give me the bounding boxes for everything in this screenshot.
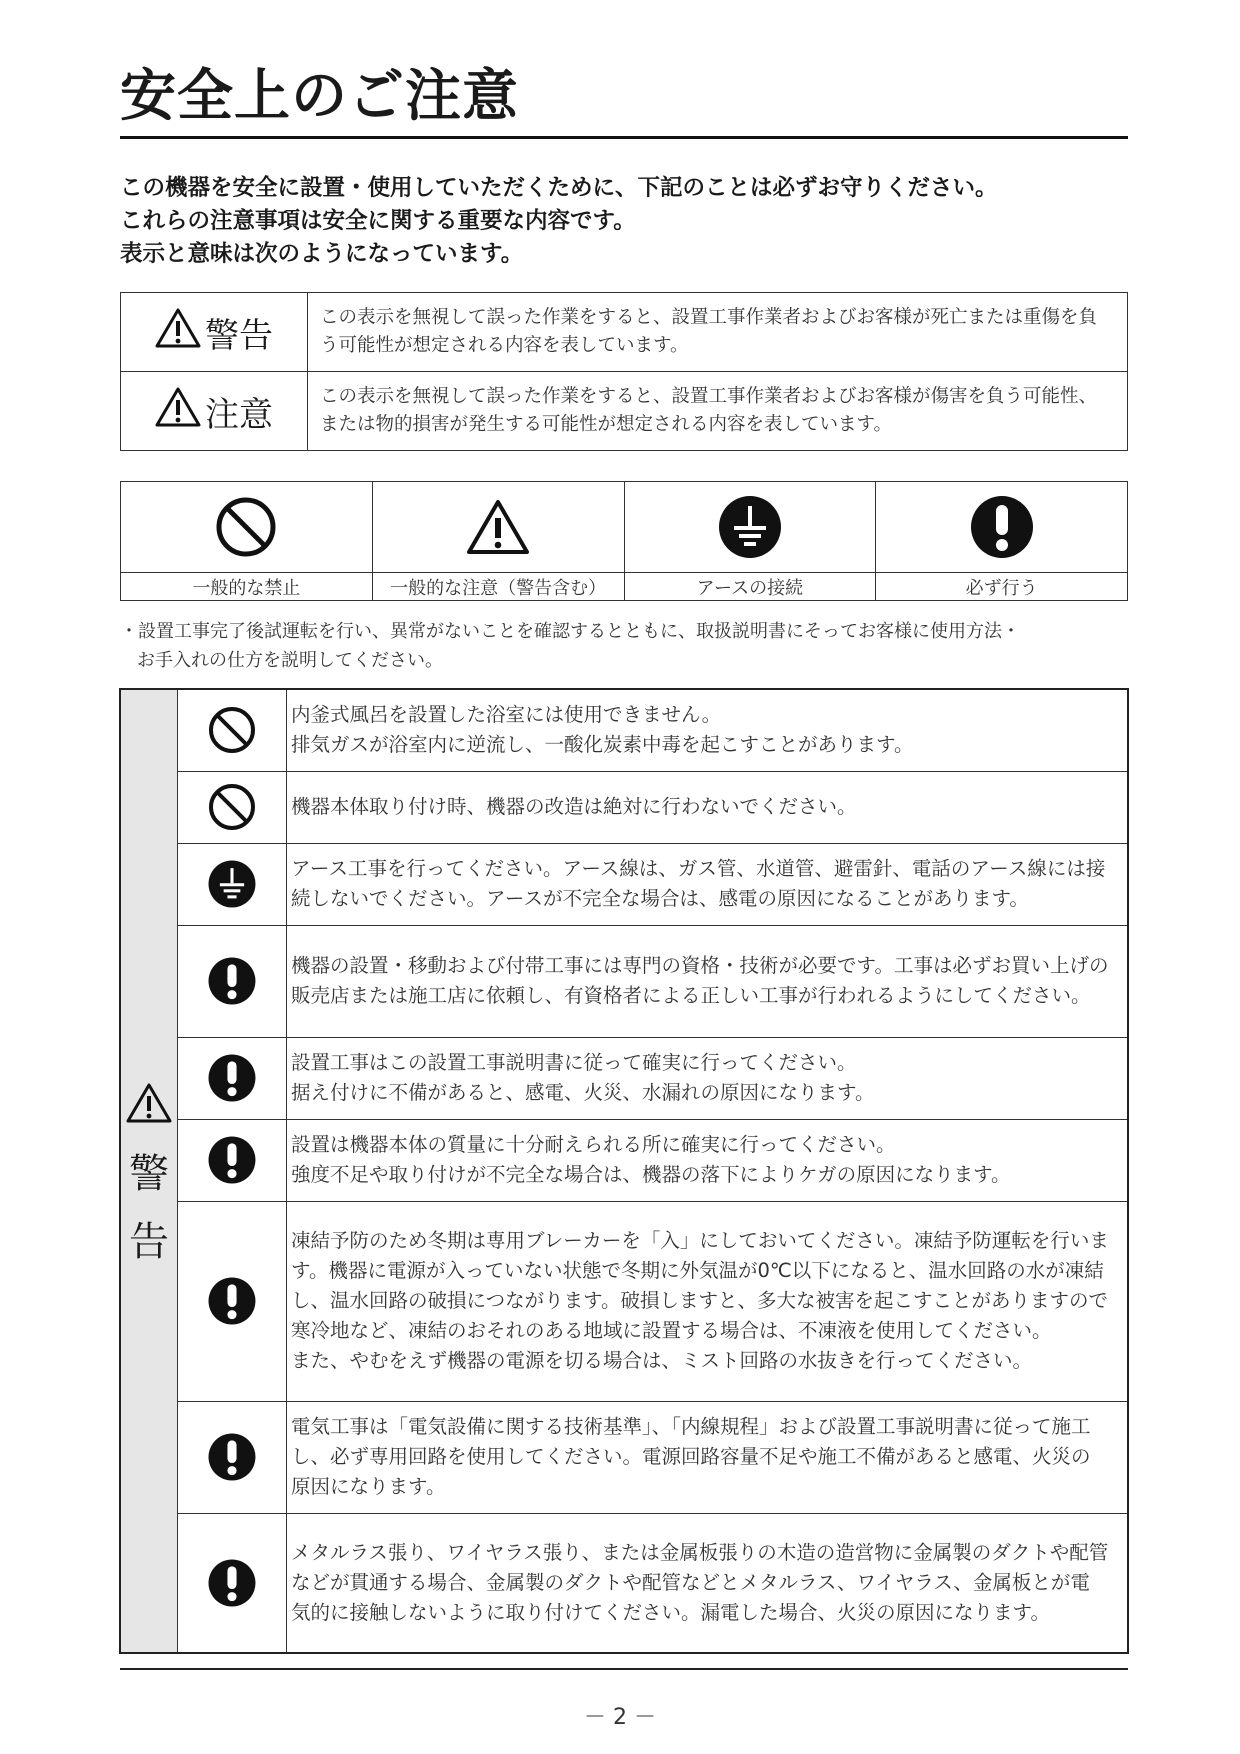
prohibition-icon — [178, 782, 286, 832]
exclamation-icon — [178, 1053, 286, 1103]
warning-item — [120, 843, 1128, 925]
caution-triangle-icon — [155, 386, 201, 437]
warning-item-text — [287, 1513, 1129, 1653]
page-title: 安全上のご注意 — [120, 64, 519, 129]
warning-line: アース工事を行ってください。アース線は、ガス管、水道管、避雷針、電話のアース線には接続しないでください。アースが不完全な場合は、感電の原因になることがあります。 — [291, 857, 1106, 910]
footer-rule — [120, 1668, 1128, 1670]
signal-word-description: この表示を無視して誤った作業をすると、設置工事作業者およびお客様が傷害を負う可能性、または物的損害が発生する可能性が想定される内容を表しています。 — [308, 372, 1128, 451]
warning-items-table — [119, 688, 1129, 1654]
symbol-label: アースの接続 — [624, 573, 876, 601]
warning-item-icon-cell — [178, 925, 287, 1037]
warning-item-icon-cell — [178, 1037, 287, 1119]
exclamation-icon — [876, 494, 1127, 560]
warning-line: また、やむをえず機器の電源を切る場合は、ミスト回路の水抜きを行ってください。 — [291, 1349, 1033, 1372]
warning-item-icon-cell — [178, 1119, 287, 1201]
symbol-cell — [624, 482, 876, 573]
title-rule — [120, 136, 1128, 139]
warning-item — [120, 1037, 1128, 1119]
warning-line: 凍結予防のため冬期は専用ブレーカーを「入」にしておいてください。凍結予防運転を行います。機器に電源が入っていない状態で冬期に外気温が0℃以下になると、温水回路の水が凍結し、温水回路の破損につながります。破損しますと、多大な被害を起こすことがありますので寒冷地など、凍結のおそれのある地域に設置する場合は、不凍液を使用してください。 — [291, 1229, 1109, 1342]
warning-line: 電気工事は「電気設備に関する技術基準」、「内線規程」および設置工事説明書に従って施工し、必ず専用回路を使用してください。電源回路容量不足や施工不備があると感電、火災の原因になります。 — [291, 1415, 1091, 1498]
warning-line: 設置は機器本体の質量に十分耐えられる所に確実に行ってください。 — [291, 1133, 896, 1156]
intro-line: これらの注意事項は安全に関する重要な内容です。 — [120, 208, 636, 234]
warning-item — [120, 1201, 1128, 1401]
warning-line: 据え付けに不備があると、感電、火災、水漏れの原因になります。 — [291, 1081, 875, 1104]
ground-icon — [178, 859, 286, 909]
symbol-label: 一般的な禁止 — [121, 573, 373, 601]
warning-item — [120, 1401, 1128, 1513]
warning-item — [120, 925, 1128, 1037]
warning-line: 排気ガスが浴室内に逆流し、一酸化炭素中毒を起こすことがあります。 — [291, 733, 914, 757]
caution-triangle-icon — [126, 1082, 172, 1128]
warning-line: 機器の設置・移動および付帯工事には専門の資格・技術が必要です。工事は必ずお買い上げの販売店または施工店に依頼し、有資格者による正しい工事が行われるようにしてください。 — [291, 954, 1109, 1007]
caution-triangle-icon — [155, 307, 201, 358]
symbol-label: 一般的な注意（警告含む） — [372, 573, 624, 601]
warning-item-text — [287, 1201, 1129, 1401]
warning-side-char: 警 — [129, 1151, 169, 1197]
ground-icon — [625, 494, 876, 560]
symbol-label: 必ず行う — [876, 573, 1128, 601]
warning-line: 内釜式風呂を設置した浴室には使用できません。 — [291, 703, 722, 727]
warning-item-icon-cell — [178, 1201, 287, 1401]
warning-item — [120, 771, 1128, 843]
signal-word-label: 注意 — [205, 394, 273, 435]
exclamation-icon — [178, 956, 286, 1006]
symbol-cell — [121, 482, 373, 573]
signal-word-description: この表示を無視して誤った作業をすると、設置工事作業者およびお客様が死亡または重傷を負う可能性が想定される内容を表しています。 — [308, 293, 1128, 372]
signal-word-table — [120, 292, 1128, 451]
symbol-legend-table — [120, 481, 1128, 601]
signal-word-row-caution — [121, 372, 1128, 451]
warning-line: メタルラス張り、ワイヤラス張り、または金属板張りの木造の造営物に金属製のダクトや配管などが貫通する場合、金属製のダクトや配管などとメタルラス、ワイヤラス、金属板とが電気的に接触しないように取り付けてください。漏電した場合、火災の原因になります。 — [291, 1540, 1109, 1624]
warning-item-text — [287, 1119, 1129, 1201]
exclamation-icon — [178, 1432, 286, 1482]
warning-item — [120, 1513, 1128, 1653]
prohibition-icon — [121, 495, 372, 559]
warning-item-icon-cell — [178, 689, 287, 771]
warning-side-label — [120, 689, 178, 1653]
warning-item-icon-cell — [178, 1401, 287, 1513]
warning-item-text — [287, 843, 1129, 925]
warning-item-text — [287, 1037, 1129, 1119]
symbol-cell — [876, 482, 1128, 573]
exclamation-icon — [178, 1276, 286, 1326]
note-line: ・設置工事完了後試運転を行い、異常がないことを確認するとともに、取扱説明書にそってお客様に使用方法・ — [120, 621, 1020, 642]
signal-word-row-warning — [121, 293, 1128, 372]
warning-item-text — [287, 925, 1129, 1037]
warning-line: 機器本体取り付け時、機器の改造は絶対に行わないでください。 — [291, 795, 857, 818]
symbol-cell — [372, 482, 624, 573]
signal-word-label: 警告 — [205, 315, 273, 356]
warning-item-text — [287, 1401, 1129, 1513]
page-number: － 2 － — [584, 1705, 656, 1730]
warning-item-text — [287, 771, 1129, 843]
warning-item-icon-cell — [178, 843, 287, 925]
exclamation-icon — [178, 1135, 286, 1185]
prohibition-icon — [178, 705, 286, 755]
signal-word-cell — [121, 372, 308, 451]
warning-item — [120, 689, 1128, 771]
signal-word-cell — [121, 293, 308, 372]
warning-line: 設置工事はこの設置工事説明書に従って確実に行ってください。 — [291, 1051, 857, 1074]
warning-item-icon-cell — [178, 1513, 287, 1653]
caution-triangle-icon — [373, 498, 624, 556]
exclamation-icon — [178, 1558, 286, 1608]
warning-side-char: 告 — [129, 1219, 169, 1265]
warning-line: 強度不足や取り付けが不完全な場合は、機器の落下によりケガの原因になります。 — [291, 1163, 1011, 1186]
trial-run-note — [120, 617, 1132, 675]
intro-line: この機器を安全に設置・使用していただくために、下記のことは必ずお守りください。 — [120, 175, 998, 201]
warning-item-text — [287, 689, 1129, 771]
intro-line: 表示と意味は次のようになっています。 — [120, 241, 524, 267]
note-line: お手入れの仕方を説明してください。 — [137, 650, 443, 671]
warning-item-icon-cell — [178, 771, 287, 843]
intro-block — [120, 172, 1130, 271]
warning-item — [120, 1119, 1128, 1201]
